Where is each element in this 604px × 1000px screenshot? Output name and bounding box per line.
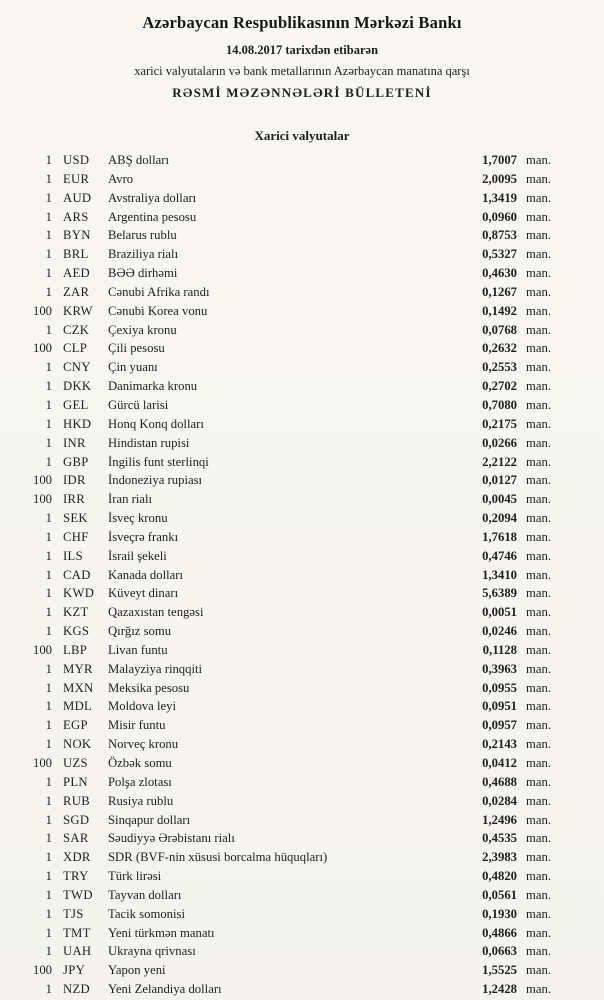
rate-value: 1,5525 [482, 963, 517, 978]
quantity: 1 [45, 153, 52, 167]
rate-row [0, 358, 604, 377]
currency-code: NOK [63, 737, 92, 752]
currency-name: Honq Konq dolları [108, 416, 204, 431]
unit-label: man. [526, 586, 552, 601]
quantity: 1 [45, 887, 52, 902]
currency-name: Özbək somu [108, 756, 172, 770]
rate-row [0, 245, 604, 264]
unit-label: man. [526, 416, 552, 431]
unit-label: man. [526, 624, 552, 639]
unit-label: man. [526, 699, 552, 714]
unit-label: man. [526, 774, 552, 789]
currency-name: Qazaxıstan tengəsi [108, 605, 204, 620]
unit-label: man. [526, 284, 552, 299]
rate-value: 0,8753 [482, 228, 517, 243]
unit-label: man. [526, 379, 552, 394]
rate-value: 1,2428 [482, 982, 517, 997]
currency-name: İran rialı [108, 492, 153, 507]
rate-value: 0,0266 [482, 435, 517, 450]
currency-code: PLN [63, 774, 88, 789]
unit-label: man. [526, 869, 552, 884]
unit-label: man. [526, 906, 552, 921]
currency-code: ZAR [63, 284, 90, 299]
unit-label: man. [526, 831, 552, 846]
quantity: 1 [45, 322, 52, 337]
currency-name: Misir funtu [108, 718, 166, 733]
currency-code: KWD [63, 586, 95, 601]
bulletin-subtitle: xarici valyutaların və bank metallarının Azərbaycan manatına qarşı [134, 64, 470, 78]
currency-code: IDR [63, 473, 86, 488]
currency-code: AUD [63, 190, 92, 205]
currency-code: UZS [63, 756, 88, 770]
currency-code: INR [63, 435, 86, 450]
rate-row [0, 716, 604, 735]
quantity: 1 [45, 982, 52, 997]
currency-name: İndoneziya rupiası [108, 473, 203, 488]
rate-row [0, 867, 604, 886]
quantity: 1 [45, 397, 52, 412]
rate-value: 0,0246 [482, 624, 517, 639]
currency-code: DKK [63, 379, 92, 394]
currency-code: HKD [63, 416, 92, 431]
currency-name: Braziliya rialı [108, 247, 179, 262]
rate-row [0, 679, 604, 698]
rate-value: 1,7007 [482, 153, 517, 167]
rate-row [0, 226, 604, 245]
unit-label: man. [526, 887, 552, 902]
unit-label: man. [526, 492, 552, 507]
unit-label: man. [526, 397, 552, 412]
currency-name: Moldova leyi [108, 699, 177, 714]
rate-value: 0,4688 [482, 774, 517, 789]
currency-name: ABŞ dolları [108, 153, 169, 167]
currency-name: Meksika pesosu [108, 680, 190, 695]
currency-code: CNY [63, 360, 91, 375]
unit-label: man. [526, 963, 552, 978]
currency-code: TWD [63, 887, 93, 902]
rate-value: 0,4535 [482, 831, 517, 846]
rate-value: 2,0095 [482, 171, 517, 186]
unit-label: man. [526, 228, 552, 243]
rate-value: 2,3983 [482, 850, 517, 865]
quantity: 100 [32, 341, 52, 356]
currency-code: CAD [63, 567, 91, 582]
currency-name: Hindistan rupisi [108, 435, 190, 450]
rate-value: 0,0561 [482, 887, 517, 902]
rate-row [0, 905, 604, 924]
currency-name: İsrail şekeli [108, 548, 167, 563]
rate-row [0, 377, 604, 396]
unit-label: man. [526, 247, 552, 262]
currency-code: RUB [63, 793, 90, 808]
currency-name: Belarus rublu [108, 228, 177, 243]
currency-code: SGD [63, 812, 90, 827]
currency-code: AED [63, 266, 90, 281]
currency-code: ILS [63, 548, 83, 563]
rate-row [0, 829, 604, 848]
quantity: 1 [45, 360, 52, 375]
quantity: 1 [45, 793, 52, 808]
bulletin-header [0, 0, 604, 101]
rate-row [0, 566, 604, 585]
currency-name: Tacik somonisi [108, 906, 185, 921]
unit-label: man. [526, 360, 552, 375]
rate-value: 0,1128 [482, 642, 517, 657]
currency-name: Ukrayna qrivnası [108, 944, 196, 959]
rate-row [0, 490, 604, 509]
unit-label: man. [526, 435, 552, 450]
rate-row [0, 735, 604, 754]
effective-date: 14.08.2017 tarixdən etibarən [225, 43, 379, 57]
currency-name: Türk lirəsi [108, 869, 162, 884]
rate-row [0, 961, 604, 980]
currency-name: Qırğız somu [108, 624, 172, 639]
rate-row [0, 509, 604, 528]
rate-value: 2,2122 [482, 454, 517, 469]
unit-label: man. [526, 171, 552, 186]
rate-value: 0,2702 [482, 379, 517, 394]
unit-label: man. [526, 454, 552, 469]
rate-row [0, 415, 604, 434]
bank-name: Azərbaycan Respublikasının Mərkəzi Bankı [142, 13, 462, 32]
quantity: 100 [32, 492, 52, 507]
rate-row [0, 208, 604, 227]
unit-label: man. [526, 982, 552, 997]
quantity: 1 [45, 680, 52, 695]
quantity: 1 [45, 869, 52, 884]
quantity: 1 [45, 247, 52, 262]
currency-name: BƏƏ dirhəmi [108, 266, 178, 281]
quantity: 1 [45, 944, 52, 959]
currency-name: Küveyt dinarı [108, 586, 179, 601]
currency-name: Gürcü larisi [108, 397, 169, 412]
rate-row [0, 396, 604, 415]
rate-value: 0,0051 [482, 605, 517, 620]
unit-label: man. [526, 737, 552, 752]
currency-name: Yeni türkmən manatı [108, 925, 215, 940]
currency-code: KGS [63, 624, 90, 639]
quantity: 1 [45, 416, 52, 431]
currency-name: Səudiyyə Ərəbistanı rialı [108, 831, 235, 846]
rate-row [0, 547, 604, 566]
quantity: 100 [32, 473, 52, 488]
rate-row [0, 528, 604, 547]
currency-code: CZK [63, 322, 90, 337]
currency-code: KRW [63, 303, 93, 318]
unit-label: man. [526, 322, 552, 337]
rate-row [0, 453, 604, 472]
quantity: 1 [45, 284, 52, 299]
unit-label: man. [526, 718, 552, 733]
rate-row [0, 584, 604, 603]
rate-value: 0,2094 [482, 511, 517, 526]
rate-row [0, 660, 604, 679]
currency-code: KZT [63, 605, 89, 620]
currency-code: USD [63, 153, 90, 167]
rate-value: 0,1930 [482, 906, 517, 921]
unit-label: man. [526, 303, 552, 318]
quantity: 1 [45, 850, 52, 865]
currency-name: Avstraliya dolları [108, 190, 197, 205]
unit-label: man. [526, 925, 552, 940]
unit-label: man. [526, 850, 552, 865]
currency-name: Çexiya kronu [108, 322, 177, 337]
unit-label: man. [526, 511, 552, 526]
currency-name: İsveç kronu [108, 511, 168, 526]
rate-row [0, 170, 604, 189]
currency-code: IRR [63, 492, 86, 507]
currency-code: JPY [63, 963, 86, 978]
unit-label: man. [526, 473, 552, 488]
currency-name: Çili pesosu [108, 341, 165, 356]
rate-value: 0,0663 [482, 944, 517, 959]
unit-label: man. [526, 548, 552, 563]
currency-name: Polşa zlotası [108, 774, 172, 789]
currency-name: İngilis funt sterlinqi [108, 454, 209, 469]
rate-row [0, 980, 604, 999]
rate-value: 0,0045 [482, 492, 517, 507]
currency-code: GEL [63, 397, 89, 412]
currency-code: XDR [63, 850, 91, 865]
currency-name: Cənubi Korea vonu [108, 303, 208, 318]
currency-name: Çin yuanı [108, 360, 158, 375]
unit-label: man. [526, 190, 552, 205]
rate-value: 0,1492 [482, 303, 517, 318]
quantity: 1 [45, 774, 52, 789]
quantity: 1 [45, 190, 52, 205]
quantity: 1 [45, 737, 52, 752]
rate-row [0, 697, 604, 716]
currency-name: Cənubi Afrika randı [108, 284, 210, 299]
rate-value: 0,0127 [482, 473, 517, 488]
quantity: 1 [45, 171, 52, 186]
rate-value: 0,2175 [482, 416, 517, 431]
quantity: 1 [45, 831, 52, 846]
quantity: 1 [45, 812, 52, 827]
quantity: 1 [45, 624, 52, 639]
unit-label: man. [526, 529, 552, 544]
rate-row [0, 773, 604, 792]
quantity: 1 [45, 567, 52, 582]
currency-code: TRY [63, 869, 89, 884]
unit-label: man. [526, 944, 552, 959]
currency-code: BYN [63, 228, 91, 243]
currency-code: GBP [63, 454, 89, 469]
currency-name: Rusiya rublu [108, 793, 174, 808]
rate-value: 0,0960 [482, 209, 517, 224]
rate-row [0, 603, 604, 622]
rate-value: 0,0768 [482, 322, 517, 337]
currency-code: ARS [63, 209, 89, 224]
unit-label: man. [526, 793, 552, 808]
currency-code: SAR [63, 831, 89, 846]
rate-value: 0,0951 [482, 699, 517, 714]
currency-code: EGP [63, 718, 88, 733]
rate-row [0, 622, 604, 641]
rate-value: 0,4630 [482, 266, 517, 281]
currency-code: NZD [63, 982, 90, 997]
currency-name: İsveçrə frankı [108, 529, 179, 544]
currency-name: Sinqapur dolları [108, 812, 191, 827]
currency-name: Tayvan dolları [108, 887, 182, 902]
rate-row [0, 434, 604, 453]
quantity: 1 [45, 511, 52, 526]
currency-name: Kanada dolları [108, 567, 184, 582]
currency-code: SEK [63, 511, 88, 526]
rate-value: 0,0955 [482, 680, 517, 695]
quantity: 1 [45, 435, 52, 450]
quantity: 1 [45, 586, 52, 601]
rate-row [0, 754, 604, 773]
rate-row [0, 151, 604, 170]
quantity: 100 [32, 642, 52, 657]
quantity: 100 [32, 756, 52, 770]
unit-label: man. [526, 812, 552, 827]
rate-row [0, 302, 604, 321]
currency-name: Avro [108, 171, 134, 186]
rate-row [0, 792, 604, 811]
quantity: 1 [45, 209, 52, 224]
rate-row [0, 283, 604, 302]
quantity: 1 [45, 379, 52, 394]
unit-label: man. [526, 209, 552, 224]
currency-name: Danimarka kronu [108, 379, 198, 394]
currency-name: Livan funtu [108, 642, 168, 657]
unit-label: man. [526, 680, 552, 695]
section-title-foreign-currencies: Xarici valyutalar [254, 128, 350, 143]
currency-code: MXN [63, 680, 94, 695]
quantity: 1 [45, 228, 52, 243]
quantity: 1 [45, 718, 52, 733]
currency-code: CLP [63, 341, 88, 356]
quantity: 100 [32, 963, 52, 978]
quantity: 1 [45, 548, 52, 563]
rate-row [0, 848, 604, 867]
quantity: 100 [32, 303, 52, 318]
quantity: 1 [45, 605, 52, 620]
rate-row [0, 321, 604, 340]
rate-value: 0,4820 [482, 869, 517, 884]
rate-value: 0,4746 [482, 548, 517, 563]
currency-name: Yeni Zelandiya dolları [108, 982, 222, 997]
rate-row [0, 641, 604, 660]
quantity: 1 [45, 661, 52, 676]
currency-name: Malayziya rinqqiti [108, 661, 203, 676]
currency-code: EUR [63, 171, 90, 186]
rate-row [0, 811, 604, 830]
unit-label: man. [526, 661, 552, 676]
rate-value: 5,6389 [482, 586, 517, 601]
currency-code: BRL [63, 247, 89, 262]
quantity: 1 [45, 529, 52, 544]
rate-value: 0,3963 [482, 661, 517, 676]
unit-label: man. [526, 756, 552, 770]
rate-value: 0,2632 [482, 341, 517, 356]
currency-code: LBP [63, 642, 88, 657]
rate-value: 1,3410 [482, 567, 517, 582]
rate-value: 0,4866 [482, 925, 517, 940]
quantity: 1 [45, 925, 52, 940]
rate-row [0, 471, 604, 490]
rate-value: 0,2553 [482, 360, 517, 375]
quantity: 1 [45, 906, 52, 921]
rate-row [0, 924, 604, 943]
rate-row [0, 189, 604, 208]
quantity: 1 [45, 699, 52, 714]
currency-name: SDR (BVF-nin xüsusi borcalma hüquqları) [108, 850, 328, 865]
rate-value: 0,5327 [482, 247, 517, 262]
rate-value: 0,0957 [482, 718, 517, 733]
currency-name: Argentina pesosu [108, 209, 197, 224]
unit-label: man. [526, 605, 552, 620]
currency-code: MDL [63, 699, 93, 714]
currency-name: Norveç kronu [108, 737, 179, 752]
bulletin-title: RƏSMİ MƏZƏNNƏLƏRİ BÜLLETENİ [172, 85, 432, 100]
unit-label: man. [526, 266, 552, 281]
unit-label: man. [526, 642, 552, 657]
exchange-rate-table [0, 151, 604, 999]
quantity: 1 [45, 266, 52, 281]
currency-code: CHF [63, 529, 89, 544]
currency-code: UAH [63, 944, 92, 959]
unit-label: man. [526, 153, 552, 167]
rate-value: 1,7618 [482, 529, 517, 544]
rate-value: 0,2143 [482, 737, 517, 752]
quantity: 1 [45, 454, 52, 469]
rate-value: 0,1267 [482, 284, 517, 299]
rate-value: 1,3419 [482, 190, 517, 205]
rate-row [0, 264, 604, 283]
rate-row [0, 942, 604, 961]
currency-code: TMT [63, 925, 91, 940]
unit-label: man. [526, 567, 552, 582]
currency-code: TJS [63, 906, 84, 921]
rate-row [0, 886, 604, 905]
rate-value: 0,0412 [482, 756, 517, 770]
rate-value: 1,2496 [482, 812, 517, 827]
unit-label: man. [526, 341, 552, 356]
currency-name: Yapon yeni [108, 963, 166, 978]
rate-value: 0,7080 [482, 397, 517, 412]
rate-row [0, 339, 604, 358]
currency-code: MYR [63, 661, 93, 676]
rate-value: 0,0284 [482, 793, 517, 808]
